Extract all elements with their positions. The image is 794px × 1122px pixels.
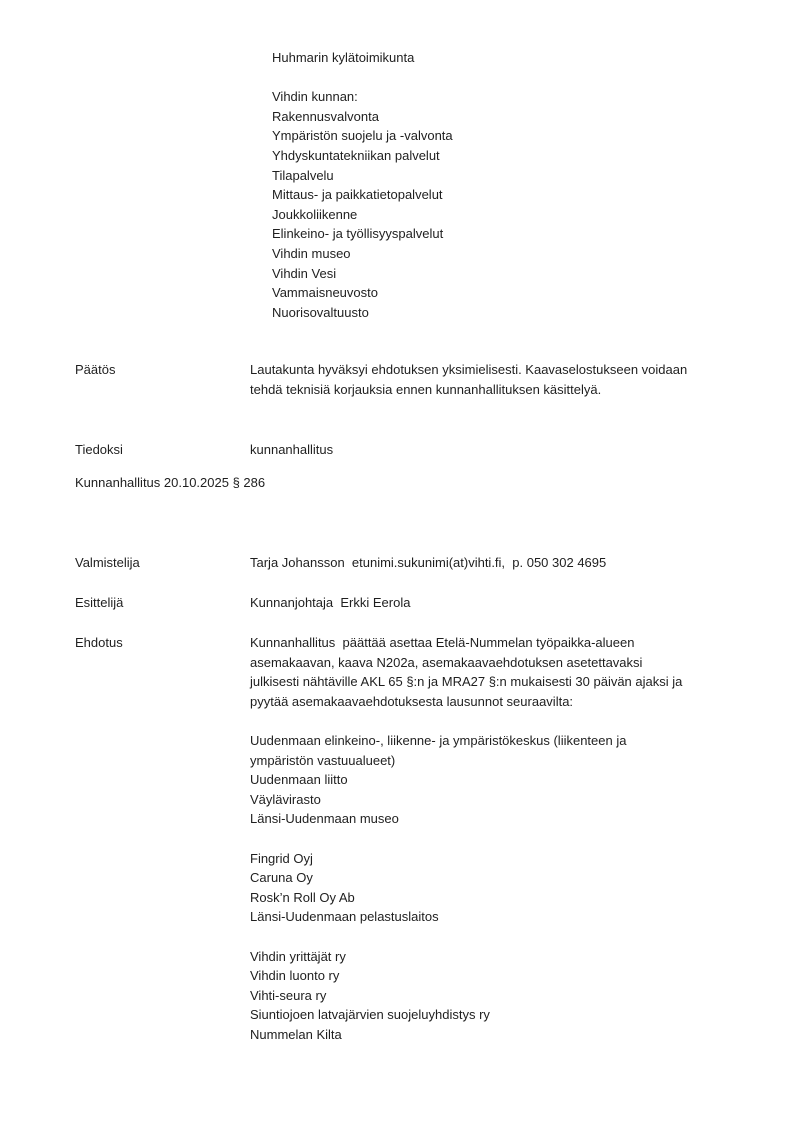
field-label-valmistelija: Valmistelija [75, 555, 140, 570]
text-line: Yhdyskuntatekniikan palvelut [272, 147, 440, 163]
text-line: Vammaisneuvosto [272, 285, 378, 301]
field-row-ehdotus [75, 633, 765, 1044]
text-line: Vihdin museo [272, 245, 351, 261]
blank-line [250, 711, 755, 731]
text-line: Rakennusvalvonta [272, 108, 379, 124]
text-line: Vihdin Vesi [272, 265, 337, 281]
lausunto-group-associations [250, 947, 755, 1045]
text-line: Mittaus- ja paikkatietopalvelut [272, 187, 443, 203]
text-line: Rosk’n Roll Oy Ab [250, 889, 355, 905]
field-row-tiedoksi [75, 440, 765, 460]
text-line: Tilapalvelu [272, 167, 334, 183]
text-line: Vihdin yrittäjät ry [250, 948, 346, 964]
field-row-valmistelija [75, 553, 765, 573]
list-group-heading-vihdin-kunnan: Vihdin kunnan: [272, 89, 358, 105]
blank-line [250, 927, 755, 947]
esittelija-value: Kunnanjohtaja Erkki Eerola [250, 595, 411, 610]
text-line: Ympäristön suojelu ja -valvonta [272, 128, 453, 144]
lausunto-group-authorities [250, 731, 755, 829]
field-label-tiedoksi: Tiedoksi [75, 442, 123, 457]
text-line: Nummelan Kilta [250, 1026, 342, 1042]
tiedoksi-value: kunnanhallitus [250, 442, 334, 457]
text-line: Nuorisovaltuusto [272, 304, 369, 320]
text-line: Uudenmaan liitto [250, 772, 348, 788]
text-line: julkisesti nähtäville AKL 65 §:n ja MRA27 §:n mukaisesti 30 päivän ajaksi ja [250, 674, 683, 690]
text-line: Länsi-Uudenmaan pelastuslaitos [250, 909, 439, 925]
text-line: Lautakunta hyväksyi ehdotuksen yksimielisesti. Kaavaselostukseen voidaan [250, 362, 688, 377]
text-line: Vihdin luonto ry [250, 968, 340, 984]
list-item-huhmarin: Huhmarin kylätoimikunta [272, 50, 415, 65]
text-line: Kunnanhallitus päättää asettaa Etelä-Nummelan työpaikka-alueen [250, 635, 635, 650]
text-line: ympäristön vastuualueet) [250, 752, 396, 768]
text-line: Joukkoliikenne [272, 206, 358, 222]
text-line: tehdä teknisiä korjauksia ennen kunnanhallituksen käsittelyä. [250, 381, 602, 397]
text-line: Länsi-Uudenmaan museo [250, 811, 399, 827]
field-label-esittelija: Esittelijä [75, 595, 124, 610]
top-distribution-list [272, 48, 752, 322]
text-line: Fingrid Oyj [250, 850, 313, 866]
section-heading-kunnanhallitus: Kunnanhallitus 20.10.2025 § 286 [75, 475, 266, 490]
text-line: Elinkeino- ja työllisyyspalvelut [272, 226, 444, 242]
field-label-paatos: Päätös [75, 362, 116, 377]
text-line: Caruna Oy [250, 870, 313, 886]
ehdotus-paragraph [250, 633, 755, 711]
lausunto-group-companies [250, 849, 755, 927]
paatos-text [250, 360, 755, 399]
text-line: Uudenmaan elinkeino-, liikenne- ja ympäristökeskus (liikenteen ja [250, 732, 627, 748]
vihti-departments-list [272, 107, 752, 323]
field-label-ehdotus: Ehdotus [75, 635, 123, 650]
ehdotus-content [250, 633, 755, 1044]
field-row-paatos [75, 360, 765, 399]
text-line: pyytää asemakaavaehdotuksesta lausunnot seuraavilta: [250, 693, 574, 709]
field-row-esittelija [75, 593, 765, 613]
blank-line [250, 829, 755, 849]
valmistelija-value: Tarja Johansson etunimi.sukunimi(at)vihti.fi, p. 050 302 4695 [250, 555, 607, 570]
text-line: Väylävirasto [250, 791, 321, 807]
blank-line [272, 68, 752, 88]
text-line: asemakaavan, kaava N202a, asemakaavaehdotuksen asetettavaksi [250, 654, 643, 670]
text-line: Siuntiojoen latvajärvien suojeluyhdistys ry [250, 1007, 490, 1023]
text-line: Vihti-seura ry [250, 987, 327, 1003]
